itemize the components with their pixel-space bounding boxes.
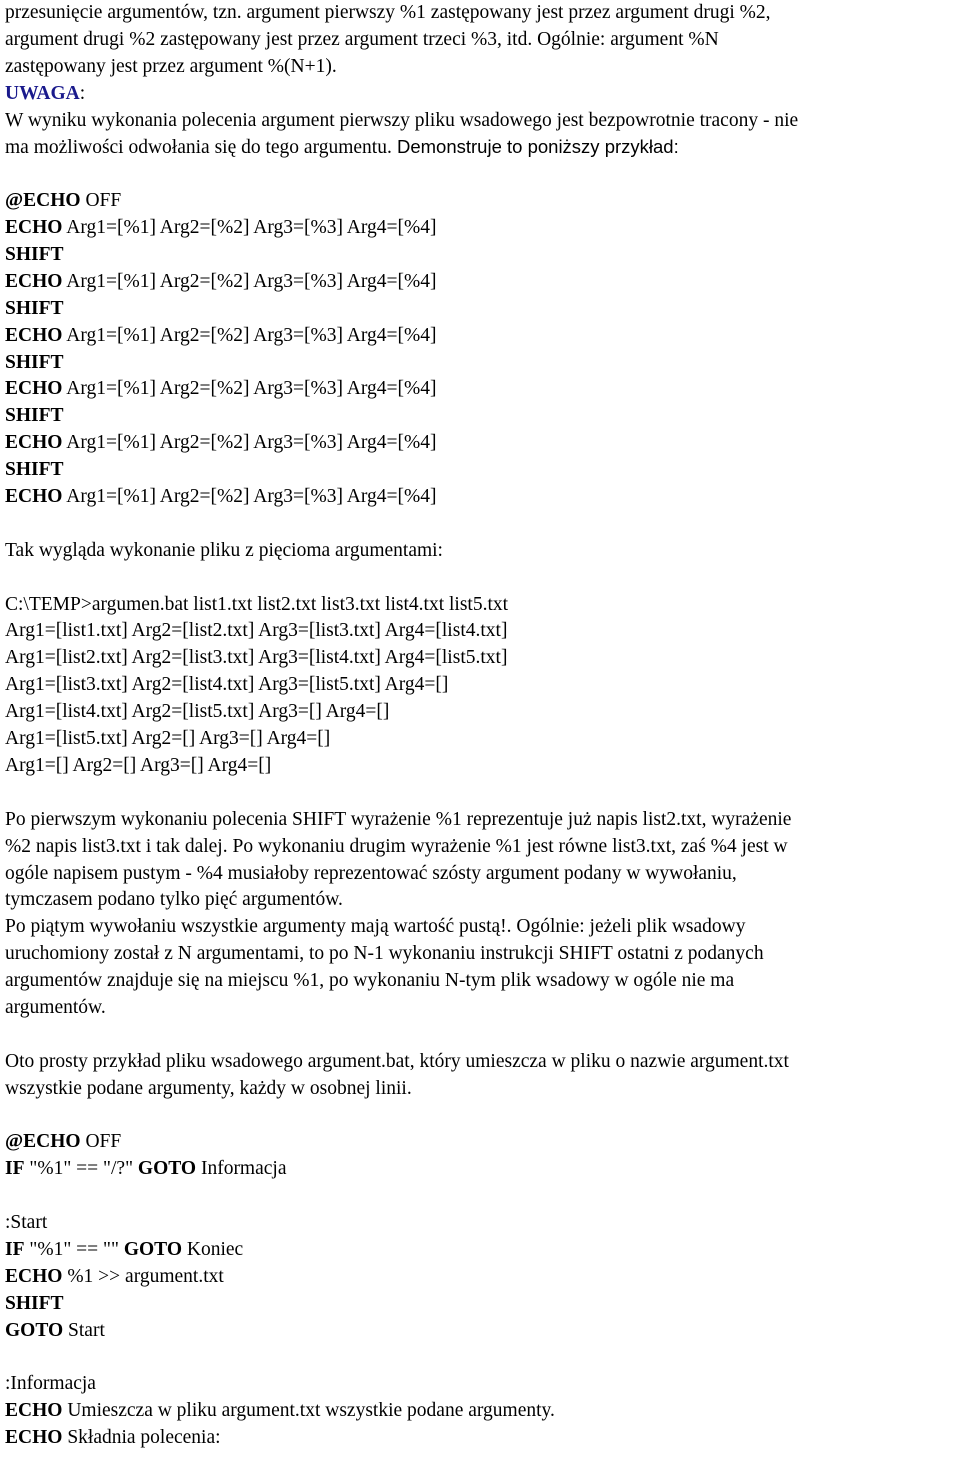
keyword: ECHO xyxy=(5,1427,63,1449)
demo-shift-line: SHIFT xyxy=(5,244,64,266)
keyword: ECHO xyxy=(5,1265,63,1287)
demo-echo-line xyxy=(5,430,955,457)
run-output-line: Arg1=[list3.txt] Arg2=[list4.txt] Arg3=[list5.txt] Arg4=[] xyxy=(5,674,449,696)
example-intro-line: Oto prosty przykład pliku wsadowego argument.bat, który umieszcza w pliku o nazwie argument.txt xyxy=(5,1050,789,1072)
example-script-line xyxy=(5,1237,955,1264)
example-script-line xyxy=(5,1264,955,1291)
explanation-line: Po pierwszym wykonaniu polecenia SHIFT wyrażenie %1 reprezentuje już napis list2.txt, wyrażenie xyxy=(5,808,792,830)
example-script-label: :Start xyxy=(5,1212,48,1234)
keyword: IF xyxy=(5,1238,25,1260)
example-script-line xyxy=(5,1129,955,1156)
code-rest: "%1" == "/?" xyxy=(24,1158,138,1180)
code-rest: OFF xyxy=(80,1131,122,1153)
code-rest: OFF xyxy=(80,190,122,212)
run-intro: Tak wygląda wykonanie pliku z pięcioma argumentami: xyxy=(5,539,443,561)
demo-shift-line: SHIFT xyxy=(5,405,64,427)
code-rest: Arg1=[%1] Arg2=[%2] Arg3=[%3] Arg4=[%4] xyxy=(62,324,437,346)
explanation-line: ogóle napisem pustym - %4 musiałoby reprezentować szósty argument podany w wywołaniu, xyxy=(5,862,737,884)
explanation-line: Po piątym wywołaniu wszystkie argumenty mają wartość pustą!. Ogólnie: jeżeli plik wsadowy xyxy=(5,916,746,938)
warning-line-2 xyxy=(5,134,955,161)
demo-script-header xyxy=(5,188,955,215)
spacer xyxy=(5,780,955,807)
code-rest: Koniec xyxy=(182,1238,244,1260)
spacer xyxy=(5,161,955,188)
keyword: ECHO xyxy=(5,1400,63,1422)
demo-echo-line xyxy=(5,484,955,511)
run-output-line: Arg1=[] Arg2=[] Arg3=[] Arg4=[] xyxy=(5,754,272,776)
keyword: GOTO xyxy=(137,1158,197,1180)
demo-echo-line xyxy=(5,215,955,242)
keyword: GOTO xyxy=(123,1238,182,1260)
code-rest: Składnia polecenia: xyxy=(62,1427,221,1449)
keyword: @ECHO xyxy=(5,190,81,212)
uwaga-label: UWAGA xyxy=(5,82,80,104)
demo-shift-line: SHIFT xyxy=(5,459,64,481)
run-output-line: Arg1=[list2.txt] Arg2=[list3.txt] Arg3=[list4.txt] Arg4=[list5.txt] xyxy=(5,647,508,669)
demo-echo-line xyxy=(5,323,955,350)
uwaga-heading xyxy=(5,81,955,108)
explanation-line: argumentów znajduje się na miejscu %1, po wykonaniu N-tym plik wsadowy w ogóle nie ma xyxy=(5,970,735,992)
spacer xyxy=(5,1345,955,1372)
example-script-line: SHIFT xyxy=(5,1292,64,1314)
code-rest: Arg1=[%1] Arg2=[%2] Arg3=[%3] Arg4=[%4] xyxy=(62,486,437,508)
run-output-line: Arg1=[list1.txt] Arg2=[list2.txt] Arg3=[list3.txt] Arg4=[list4.txt] xyxy=(5,620,508,642)
document-page xyxy=(5,0,955,1452)
keyword: GOTO xyxy=(5,1319,64,1341)
demo-shift-line: SHIFT xyxy=(5,297,64,319)
keyword: ECHO xyxy=(5,270,63,292)
demo-shift-line: SHIFT xyxy=(5,351,64,373)
explanation-line: %2 napis list3.txt i tak dalej. Po wykonaniu drugim wyrażenie %1 jest równe list3.txt, zaś %4 jest w xyxy=(5,835,788,857)
code-rest: Informacja xyxy=(196,1158,287,1180)
warning-line-2-head: ma możliwości odwołania się do tego argumentu. xyxy=(5,137,392,159)
example-script-line xyxy=(5,1425,955,1452)
code-rest: Arg1=[%1] Arg2=[%2] Arg3=[%3] Arg4=[%4] xyxy=(62,378,437,400)
keyword: ECHO xyxy=(5,432,63,454)
explanation-line: tymczasem podano tylko pięć argumentów. xyxy=(5,889,343,911)
example-script-line xyxy=(5,1318,955,1345)
warning-line-2-tail: Demonstruje to poniższy przykład: xyxy=(391,136,679,158)
code-rest: Arg1=[%1] Arg2=[%2] Arg3=[%3] Arg4=[%4] xyxy=(62,432,437,454)
example-intro-line: wszystkie podane argumenty, każdy w osobnej linii. xyxy=(5,1077,412,1099)
code-rest: "%1" == "" xyxy=(24,1238,124,1260)
spacer xyxy=(5,1183,955,1210)
uwaga-colon: : xyxy=(79,82,86,104)
intro-line-3: zastępowany jest przez argument %(N+1). xyxy=(5,55,337,77)
example-script-line xyxy=(5,1398,955,1425)
intro-line-2: argument drugi %2 zastępowany jest przez argument trzeci %3, itd. Ogólnie: argument %N xyxy=(5,28,719,50)
run-output-line: Arg1=[list5.txt] Arg2=[] Arg3=[] Arg4=[] xyxy=(5,728,331,750)
keyword: ECHO xyxy=(5,217,63,239)
keyword: IF xyxy=(5,1158,25,1180)
spacer xyxy=(5,1022,955,1049)
code-rest: Arg1=[%1] Arg2=[%2] Arg3=[%3] Arg4=[%4] xyxy=(62,270,437,292)
code-rest: %1 >> argument.txt xyxy=(62,1265,224,1287)
warning-line-1: W wyniku wykonania polecenia argument pierwszy pliku wsadowego jest bezpowrotnie tracony - nie xyxy=(5,109,799,131)
spacer xyxy=(5,1103,955,1130)
keyword: ECHO xyxy=(5,378,63,400)
code-rest: Arg1=[%1] Arg2=[%2] Arg3=[%3] Arg4=[%4] xyxy=(62,217,437,239)
keyword: ECHO xyxy=(5,486,63,508)
spacer xyxy=(5,565,955,592)
run-output-line: Arg1=[list4.txt] Arg2=[list5.txt] Arg3=[] Arg4=[] xyxy=(5,701,390,723)
example-script-line xyxy=(5,1156,955,1183)
code-rest: Start xyxy=(63,1319,105,1341)
code-rest: Umieszcza w pliku argument.txt wszystkie podane argumenty. xyxy=(62,1400,555,1422)
keyword: @ECHO xyxy=(5,1131,81,1153)
explanation-line: uruchomiony został z N argumentami, to po N-1 wykonaniu instrukcji SHIFT ostatni z podanych xyxy=(5,943,764,965)
explanation-line: argumentów. xyxy=(5,996,106,1018)
spacer xyxy=(5,511,955,538)
run-output-line: C:\TEMP>argumen.bat list1.txt list2.txt list3.txt list4.txt list5.txt xyxy=(5,593,509,615)
keyword: ECHO xyxy=(5,324,63,346)
example-script-label: :Informacja xyxy=(5,1373,96,1395)
demo-echo-line xyxy=(5,376,955,403)
demo-echo-line xyxy=(5,269,955,296)
intro-line-1: przesunięcie argumentów, tzn. argument pierwszy %1 zastępowany jest przez argument drugi %2, xyxy=(5,2,771,23)
